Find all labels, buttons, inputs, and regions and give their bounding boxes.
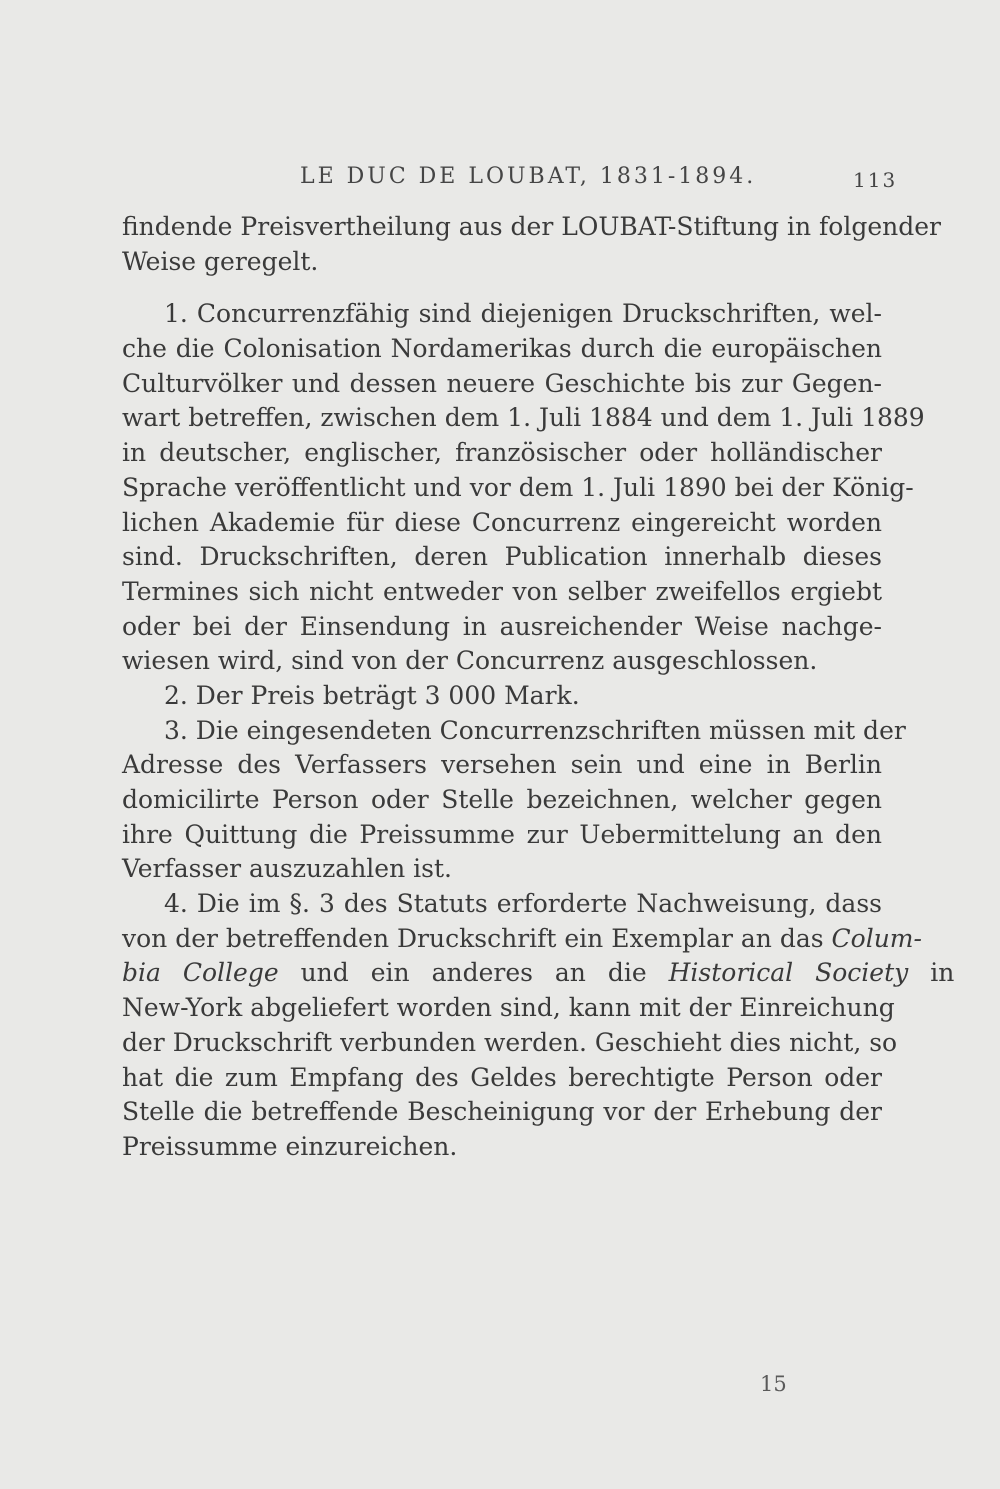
text-line (122, 956, 955, 991)
text-line: 1. Concurrenzfähig sind diejenigen Druckschriften, wel- (164, 299, 882, 329)
text-line: sind. Druckschriften, deren Publication innerhalb dieses (122, 542, 882, 572)
text-line: Adresse des Verfassers versehen sein und eine in Berlin (122, 750, 882, 780)
text-segment: in (930, 958, 955, 988)
text-line: Sprache veröffentlicht und vor dem 1. Juli 1890 bei der König- (122, 472, 914, 502)
text-line (122, 922, 922, 957)
text-line: in deutscher, englischer, französischer oder holländischer (122, 438, 882, 468)
text-segment: und ein anderes an die (300, 958, 647, 988)
italic-text: bia College (122, 958, 279, 988)
text-line: findende Preisvertheilung aus der LOUBAT-Stiftung in folgender (122, 212, 941, 241)
text-line: hat die zum Empfang des Geldes berechtigte Person oder (122, 1062, 882, 1092)
text-line: che die Colonisation Nordamerikas durch die europäischen (122, 334, 882, 364)
text-line: Weise geregelt. (122, 246, 319, 276)
text-line: 2. Der Preis beträgt 3 000 Mark. (164, 680, 580, 710)
text-line: oder bei der Einsendung in ausreichender Weise nachge- (122, 611, 882, 641)
signature-mark: 15 (760, 1372, 787, 1396)
text-line: domicilirte Person oder Stelle bezeichnen, welcher gegen (122, 785, 882, 814)
text-line: Verfasser auszuzahlen ist. (122, 854, 452, 884)
running-title: LE DUC DE LOUBAT, 1831-1894. (300, 164, 757, 189)
text-line: lichen Akademie für diese Concurrenz eingereicht worden (122, 507, 882, 537)
text-line: der Druckschrift verbunden werden. Geschieht dies nicht, so (122, 1027, 898, 1057)
text-line: wart betreffen, zwischen dem 1. Juli 1884 und dem 1. Juli 1889 (122, 403, 925, 433)
page-number: 113 (853, 168, 898, 192)
text-line: Termines sich nicht entweder von selber zweifellos ergiebt (122, 576, 882, 606)
italic-text: Colum- (831, 923, 922, 953)
running-head (0, 164, 1000, 204)
text-line: 4. Die im §. 3 des Statuts erforderte Nachweisung, dass (164, 889, 882, 919)
text-line: Culturvölker und dessen neuere Geschichte bis zur Gegen- (122, 368, 882, 398)
text-line: ihre Quittung die Preissumme zur Uebermittelung an den (122, 819, 882, 849)
italic-text: Historical Society (668, 958, 909, 988)
text-line: 3. Die eingesendeten Concurrenzschriften müssen mit der (164, 715, 906, 745)
text-line: wiesen wird, sind von der Concurrenz ausgeschlossen. (122, 646, 818, 676)
text-line: Preissumme einzureichen. (122, 1131, 458, 1161)
text-line: Stelle die betreffende Bescheinigung vor der Erhebung der (122, 1097, 882, 1127)
text-segment: von der betreffenden Druckschrift ein Exemplar an das (122, 923, 824, 953)
body-text (122, 210, 955, 1165)
text-line: New-York abgeliefert worden sind, kann mit der Einreichung (122, 993, 895, 1023)
